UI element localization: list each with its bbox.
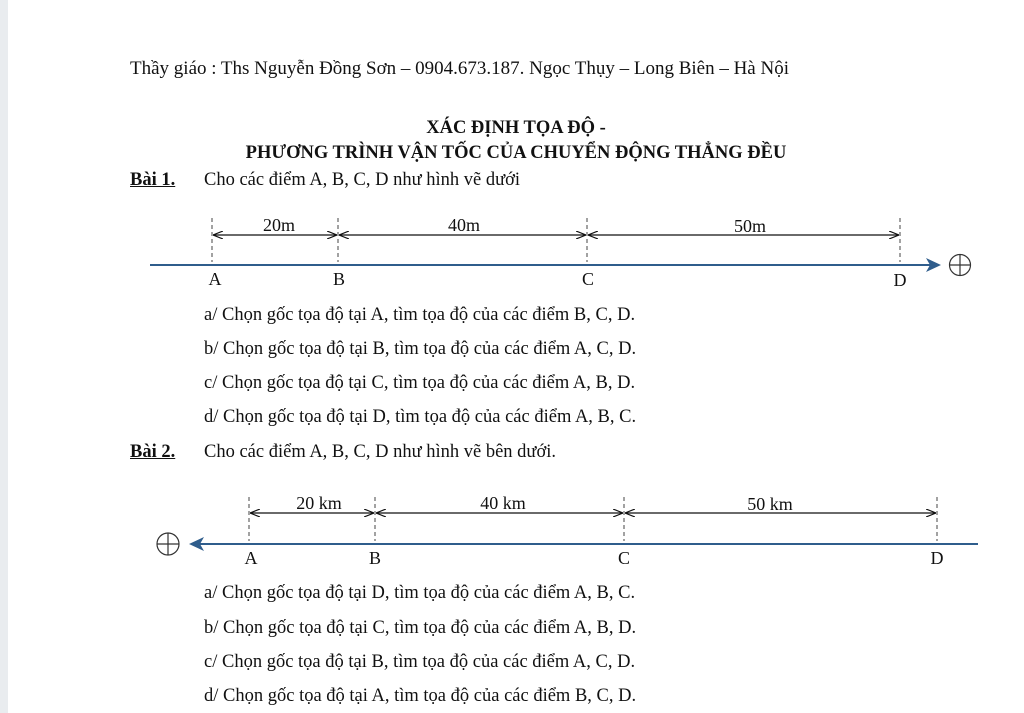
bai1-origin-symbol: [950, 255, 971, 276]
bai2-point-b: B: [368, 548, 382, 568]
bai1-point-c: C: [581, 269, 595, 289]
bai1-item-c: c/ Chọn gốc tọa độ tại C, tìm tọa độ của các điểm A, B, D.: [204, 373, 636, 393]
bai1-item-a: a/ Chọn gốc tọa độ tại A, tìm tọa độ của các điểm B, C, D.: [204, 305, 636, 325]
bai2-axis-group: [157, 493, 978, 568]
bai2-distance-ab: 20 km: [296, 493, 342, 513]
bai2-text: Cho các điểm A, B, C, D như hình vẽ bên dưới.: [204, 442, 557, 462]
bai2-item-d: d/ Chọn gốc tọa độ tại A, tìm tọa độ của các điểm B, C, D.: [204, 686, 637, 706]
bai2-item-c: c/ Chọn gốc tọa độ tại B, tìm tọa độ của các điểm A, C, D.: [204, 652, 636, 672]
bai1-point-d: D: [893, 270, 907, 290]
bai2-origin-symbol: [157, 533, 179, 555]
bai1-distance-ab: 20m: [262, 215, 296, 235]
bai2-item-b: b/ Chọn gốc tọa độ tại C, tìm tọa độ của các điểm A, B, D.: [204, 618, 637, 638]
header-line: Thầy giáo : Ths Nguyễn Đồng Sơn – 0904.673.187. Ngọc Thụy – Long Biên – Hà Nội: [130, 58, 789, 79]
bai2-distance-cd: 50 km: [747, 494, 793, 514]
title-line-2: PHƯƠNG TRÌNH VẬN TỐC CỦA CHUYỂN ĐỘNG THẲNG ĐỀU: [245, 143, 787, 163]
bai2-point-d: D: [930, 548, 944, 568]
document-page: [8, 0, 1024, 713]
bai1-distance-cd: 50m: [733, 216, 767, 236]
bai2-item-a: a/ Chọn gốc tọa độ tại D, tìm tọa độ của các điểm A, B, C.: [204, 583, 636, 603]
title-line-1: XÁC ĐỊNH TỌA ĐỘ -: [426, 118, 606, 138]
bai1-label: Bài 1.: [130, 170, 176, 190]
bai1-point-a: A: [208, 269, 222, 289]
bai1-point-b: B: [332, 269, 346, 289]
bai1-item-d: d/ Chọn gốc tọa độ tại D, tìm tọa độ của các điểm A, B, C.: [204, 407, 637, 427]
bai2-distance-bc: 40 km: [480, 493, 526, 513]
bai1-text: Cho các điểm A, B, C, D như hình vẽ dưới: [204, 170, 521, 190]
bai2-point-a: A: [244, 548, 258, 568]
bai1-item-b: b/ Chọn gốc tọa độ tại B, tìm tọa độ của các điểm A, C, D.: [204, 339, 637, 359]
bai1-axis-group: [150, 215, 971, 290]
bai1-distance-bc: 40m: [447, 215, 481, 235]
bai2-point-c: C: [617, 548, 631, 568]
bai2-label: Bài 2.: [130, 442, 176, 462]
